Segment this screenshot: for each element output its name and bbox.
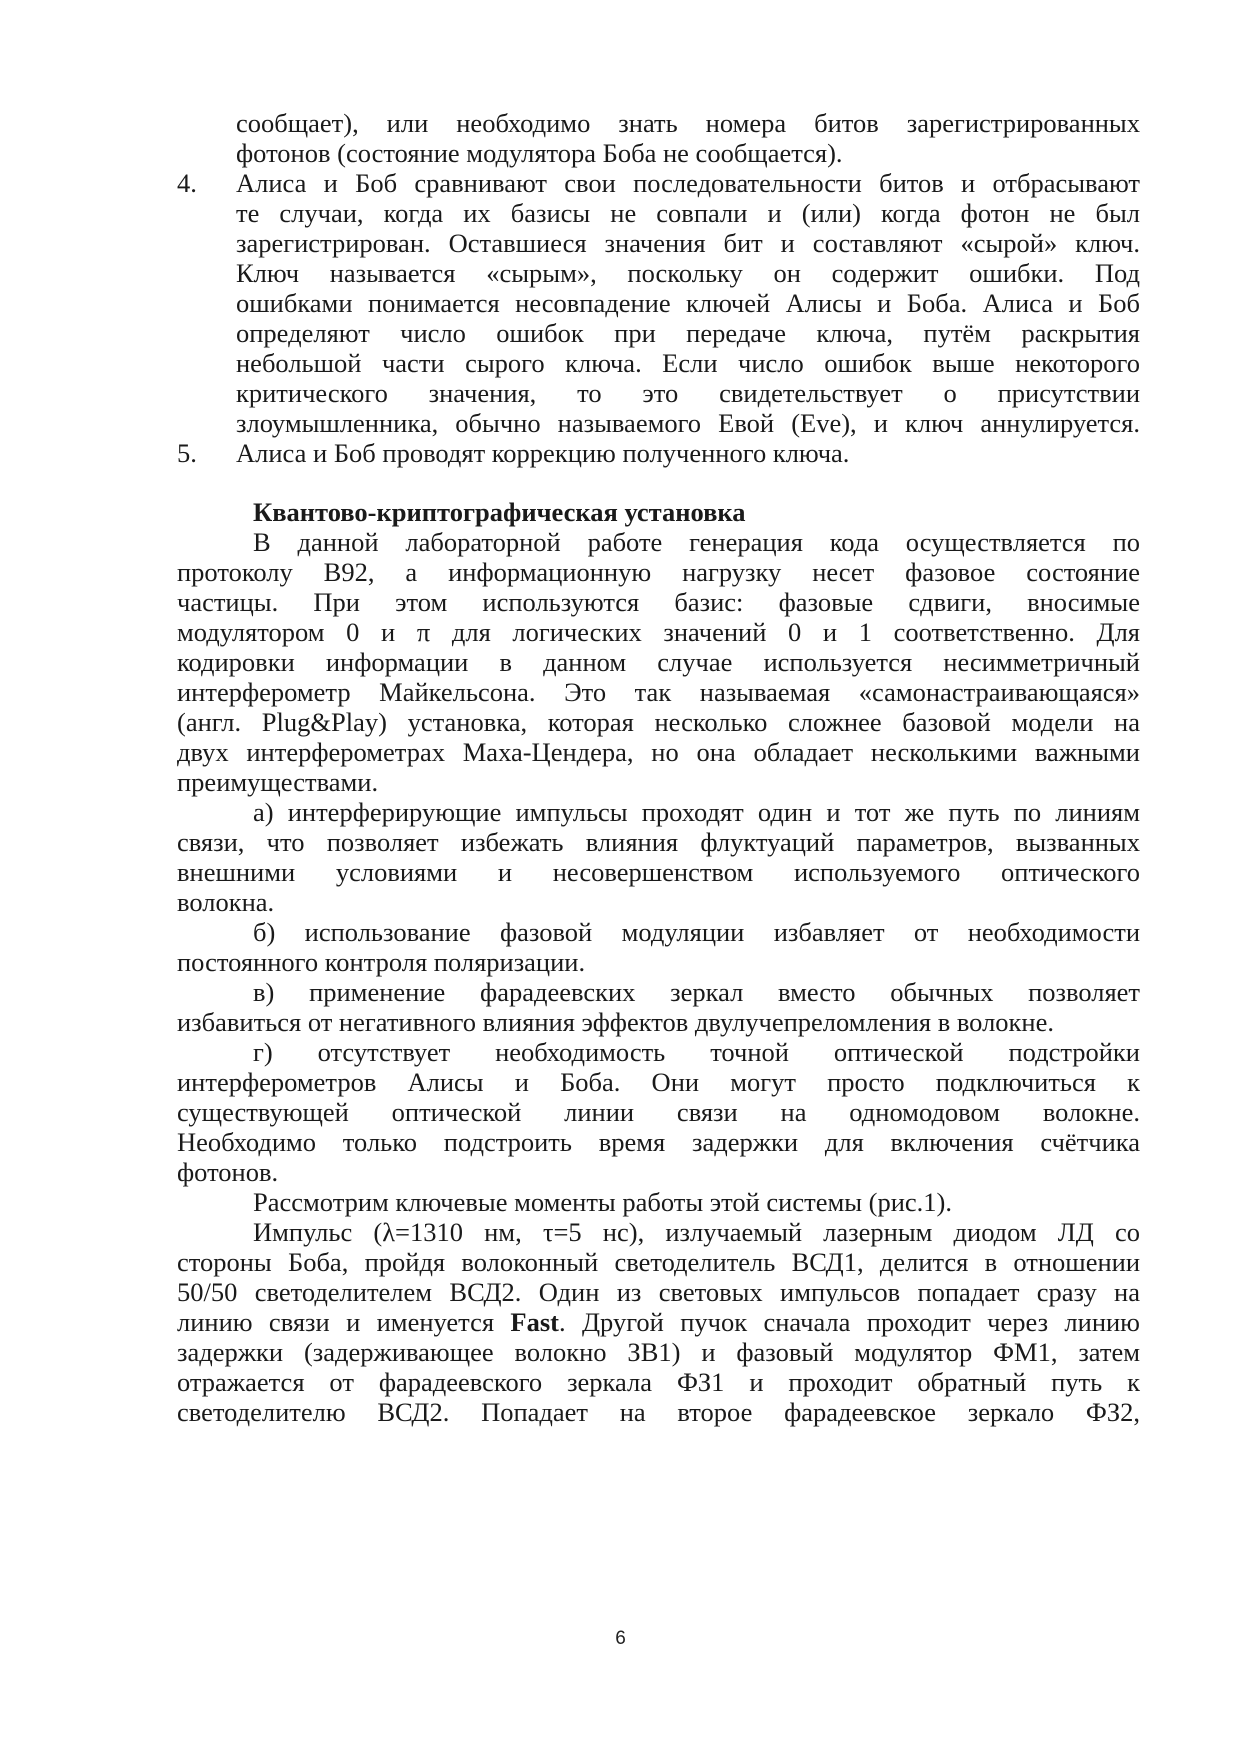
text-line: Рассмотрим ключевые моменты работы этой системы (рис.1). [253,1187,953,1217]
text-line: зарегистрирован. Оставшиеся значения бит и составляют «сырой» ключ. [236,228,1140,258]
text-line: модулятором 0 и π для логических значений 0 и 1 соответственно. Для [177,617,1140,647]
text-line: Алиса и Боб проводят коррекцию полученного ключа. [236,438,850,468]
text-line: а) интерферирующие импульсы проходят один и тот же путь по линиям [253,797,1140,827]
text-line: интерферометр Майкельсона. Это так называемая «самонастраивающаяся» [177,677,1140,707]
text-line: преимуществами. [177,767,379,797]
text-line: двух интерферометрах Маха-Цендера, но она обладает несколькими важными [177,737,1140,767]
text-line: внешними условиями и несовершенством используемого оптического [177,857,1140,887]
text-line: отражается от фарадеевского зеркала ФЗ1 и проходит обратный путь к [177,1367,1140,1397]
text-line: определяют число ошибок при передаче ключа, путём раскрытия [236,318,1140,348]
text-line: 50/50 светоделителем ВСД2. Один из световых импульсов попадает сразу на [177,1277,1140,1307]
text-line: сообщает), или необходимо знать номера битов зарегистрированных [236,108,1140,138]
text-line: волокна. [177,887,275,917]
list-number: 5. [177,438,197,468]
text-line: постоянного контроля поляризации. [177,947,586,977]
text-line: Алиса и Боб сравнивают свои последовательности битов и отбрасывают [236,168,1140,198]
text-line: Необходимо только подстроить время задержки для включения счётчика [177,1127,1140,1157]
text-line: связи, что позволяет избежать влияния флуктуаций параметров, вызванных [177,827,1140,857]
text-line: злоумышленника, обычно называемого Евой (Eve), и ключ аннулируется. [236,408,1140,438]
text-line: интерферометров Алисы и Боба. Они могут просто подключиться к [177,1067,1140,1097]
text-line: небольшой части сырого ключа. Если число ошибок выше некоторого [236,348,1140,378]
list-number: 4. [177,168,197,198]
text-line: В данной лабораторной работе генерация кода осуществляется по [253,527,1140,557]
text-line: Ключ называется «сырым», поскольку он содержит ошибки. Под [236,258,1140,288]
text-line [177,1305,1140,1339]
text-line: г) отсутствует необходимость точной оптической подстройки [253,1037,1140,1067]
text-line: существующей оптической линии связи на одномодовом волокне. [177,1097,1140,1127]
text-line: в) применение фарадеевских зеркал вместо обычных позволяет [253,977,1140,1007]
text-line: (англ. Plug&Play) установка, которая несколько сложнее базовой модели на [177,707,1140,737]
text-line: б) использование фазовой модуляции избавляет от необходимости [253,917,1140,947]
text-line: протоколу B92, а информационную нагрузку несет фазовое состояние [177,557,1140,587]
text-line: критического значения, то это свидетельствует о присутствии [236,378,1140,408]
text-line: фотонов. [177,1157,279,1187]
page-number: 6 [615,1628,626,1649]
text-line: кодировки информации в данном случае используется несимметричный [177,647,1140,677]
text-line: задержки (задерживающее волокно ЗВ1) и фазовый модулятор ФМ1, затем [177,1337,1140,1367]
text-line: Импульс (λ=1310 нм, τ=5 нс), излучаемый лазерным диодом ЛД со [253,1217,1140,1247]
text-line: частицы. При этом используются базис: фазовые сдвиги, вносимые [177,587,1140,617]
text-fragment: . Другой пучок сначала проходит через линию [558,1307,1140,1337]
text-line: те случаи, когда их базисы не совпали и (или) когда фотон не был [236,198,1140,228]
text-line: стороны Боба, пройдя волоконный светоделитель ВСД1, делится в отношении [177,1247,1140,1277]
text-line: фотонов (состояние модулятора Боба не сообщается). [236,138,843,168]
text-line: избавиться от негативного влияния эффектов двулучепреломления в волокне. [177,1007,1054,1037]
section-heading: Квантово-криптографическая установка [253,497,746,527]
text-fragment: линию связи и именуется [177,1307,511,1337]
text-line: светоделителю ВСД2. Попадает на второе фарадеевское зеркало ФЗ2, [177,1397,1140,1427]
text-line: ошибками понимается несовпадение ключей Алисы и Боба. Алиса и Боб [236,288,1140,318]
bold-term-fast: Fast [510,1307,559,1337]
